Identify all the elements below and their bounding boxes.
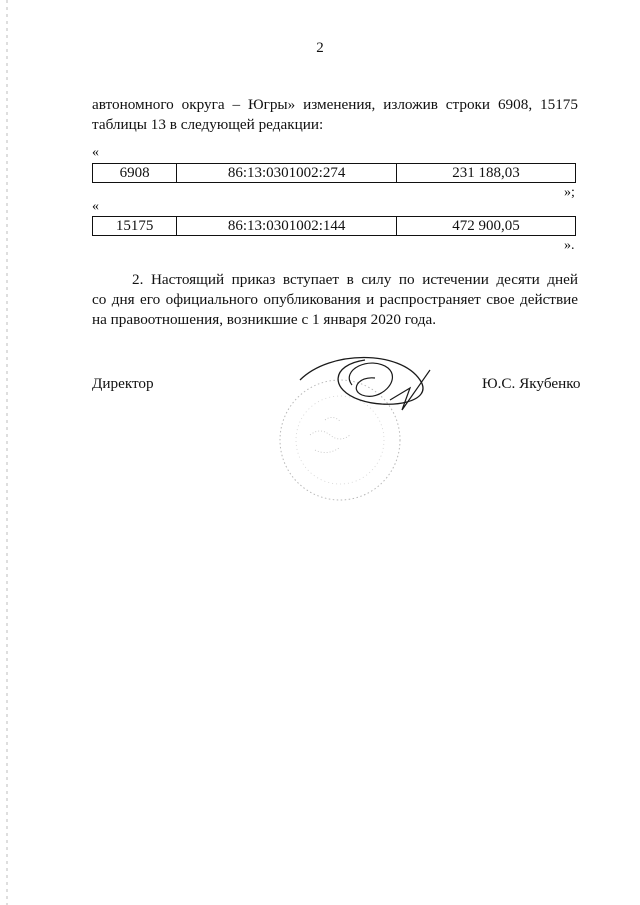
stamp-circle-outer [280,380,400,500]
open-quote-1: « [92,145,99,160]
row-1-value: 231 188,03 [396,164,575,183]
paragraph-2 [92,270,578,330]
signatory-position: Директор [92,375,154,392]
row-1-number: 6908 [93,164,177,183]
intro-line-1: автономного округа – Югры» изменения, изложив строки 6908, 15175 [92,96,578,113]
scan-edge-artifact [6,0,8,905]
stamp-and-signature-image [270,340,450,520]
page-number: 2 [316,40,324,56]
signatory-name: Ю.С. Якубенко [482,375,581,392]
intro-line-2: таблицы 13 в следующей редакции: [92,116,324,133]
table-row-1 [92,163,576,183]
close-quote-2: ». [564,238,575,253]
paragraph-2-line-1: 2. Настоящий приказ вступает в силу по истечении десяти дней [132,271,578,288]
paragraph-2-line-2: со дня его официального опубликования и распространяет свое действие [92,291,578,308]
paragraph-2-line-3: на правоотношения, возникшие с 1 января 2020 года. [92,311,437,328]
stamp-marks [310,417,350,452]
row-1-cadastral: 86:13:0301002:274 [177,164,397,183]
row-2-cadastral: 86:13:0301002:144 [177,217,397,236]
table-row-2 [92,216,576,236]
row-2-value: 472 900,05 [396,217,575,236]
open-quote-2: « [92,199,99,214]
close-quote-1: »; [564,185,575,200]
signature-loop-2 [349,363,392,396]
intro-paragraph [92,95,578,135]
row-2-number: 15175 [93,217,177,236]
stamp-circle-inner [296,396,384,484]
